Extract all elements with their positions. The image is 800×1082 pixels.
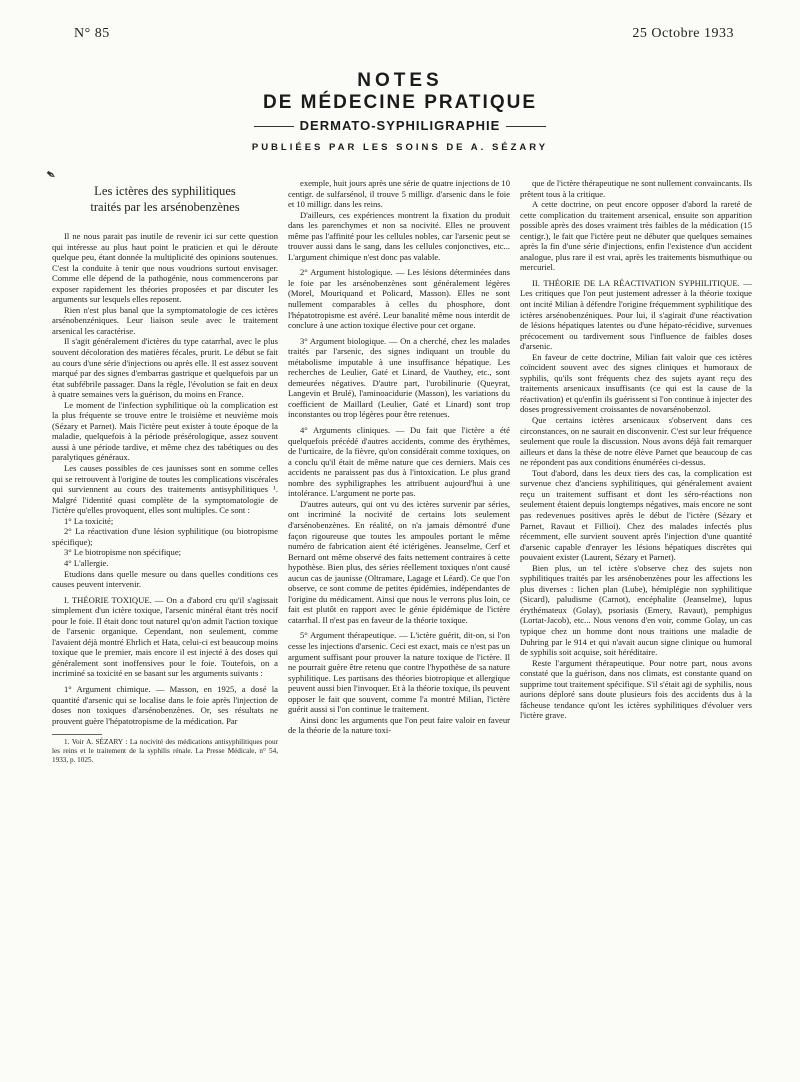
- paragraph: D'autres auteurs, qui ont vu des ictères survenir par séries, ont incriminé la nocivité de certains lots seulement d'arsénobenzènes. En réalité, on n'a jamais démontré d'une façon rigoureuse que toutes les ampoules portant le même numéro de fabrication aient été ictérigènes. Jeanselme, Cerf et Bernard ont même observé des faits nettement contraires à cette hypothèse. Bien plus, des séries réellement toxiques n'ont causé aucun cas de jaunisse (Oltramare, Lagage et Léard). Ce que l'on observe, ce sont comme de petites épidémies, indépendantes de l'origine du médicament. Ainsi que nous le verrons plus loin, ce fait est plutôt en rapport avec le génie épidémique de l'ictère catarrhal. Il n'est pas en faveur de la théorie toxique.: [288, 498, 510, 625]
- paragraph: D'ailleurs, ces expériences montrent la fixation du produit dans les parenchymes et non sa nocivité. Elles ne prouvent même pas l'affinité pour les cellules nobles, car l'arsenic peut se trouver aussi dans le sang, dans les cellules conjonctives, etc... L'argument chimique n'est donc pas valable.: [288, 209, 510, 262]
- paragraph: Il ne nous parait pas inutile de revenir ici sur cette question qui intéresse au plus haut point le praticien et qui le déroute quelque peu, étant donnée la multiplicité des opinions soutenues. C'est la conduite à tenir que nous voudrions surtout envisager. Comme elle dépend de la pathogénie, nous commencerons par exposer rapidement les théories proposées et par discuter les arguments sur lesquels elles reposent.: [52, 231, 278, 305]
- pen-icon: ✒: [42, 165, 60, 184]
- paragraph: 1° La toxicité;: [64, 515, 114, 526]
- column-3-body: [520, 178, 752, 721]
- paragraph: Le moment de l'infection syphilitique où la complication est la plus fréquente se trouve entre le troisième et neuvième mois (Sézary et Parnet). Mais l'ictère peut exister à toute époque de la maladie, quelquefois à la période présérologique, assez souvent aussi à une période tardive, et même chez des tabétiques ou des paralytiques généraux.: [52, 399, 278, 463]
- article-title-line2: traités par les arsénobenzènes: [90, 199, 240, 214]
- paragraph: Etudions dans quelle mesure ou dans quelles conditions ces causes peuvent intervenir.: [52, 568, 278, 590]
- column-3: [520, 178, 752, 721]
- right-rule: [506, 126, 546, 127]
- paragraph: Bien plus, un tel ictère s'observe chez des sujets non syphilitiques traités par les arsénobenzènes pour les affections les plus diverses : lichen plan (Lube), hémiplégie non syphilitique (Sicard), paludisme (Carnot), encéphalite (Jeanselme), lupus érythémateux (Golay), psoriasis (Emery, Ravaut), pemphigus (Lortat-Jacob), etc... Nous venons d'en voir, comme Golay, un cas typique chez un homme dont nous traitions une maladie de Duhring par le 914 et qui n'avait aucun signe clinique ou humoral de syphilis soit acquise, soit héréditaire.: [520, 562, 752, 658]
- paragraph: Que certains ictères arsenicaux s'observent dans ces circonstances, on ne saurait en disconvenir. C'est sur leur fréquence seulement que roule la discussion. Nous avons déjà fait remarquer ailleurs et dans la thèse de notre élève Parnet que beaucoup de cas ne répondent pas aux conditions énumérées ci-dessus.: [520, 415, 752, 468]
- paragraph: En faveur de cette doctrine, Milian fait valoir que ces ictères coïncident souvent avec des signes cliniques et humoraux de syphilis, qu'ils sont fréquents chez des sujets ayant reçu des traitements arsenicaux insuffisants (ce qui est la cause de la réactivation) et qu'enfin ils guérissent si l'on continue à injecter des doses progressivement croissantes de novarsénobenzol.: [520, 351, 752, 415]
- paragraph: 2° Argument histologique. — Les lésions déterminées dans le foie par les arsénobenzènes sont généralement légères (Morel, Mouriquand et Policard, Masson). Elles ne sont nullement comparables à celles du phosphore, dont l'hépatotropisme est avéré. Leur banalité même nous interdit de conclure à une action toxique élective pour cet organe.: [288, 267, 510, 331]
- issue-date: 25 Octobre 1933: [632, 26, 734, 41]
- paragraph: Ainsi donc les arguments que l'on peut faire valoir en faveur de la théorie de la nature toxi-: [288, 714, 510, 736]
- paragraph: 4° L'allergie.: [64, 557, 109, 568]
- column-2-body: [288, 178, 510, 736]
- masthead-title-line2: DE MÉDECINE PRATIQUE: [262, 92, 537, 113]
- paragraph: Rien n'est plus banal que la symptomatologie de ces ictères arsénobenzéniques. Leur liaison seule avec le traitement arsenical les caractérise.: [52, 304, 278, 336]
- left-rule: [254, 126, 294, 127]
- paragraph: II. THÉORIE DE LA RÉACTIVATION SYPHILITIQUE. — Les critiques que l'on peut justement adresser à la théorie toxique ont incité Milian à défendre l'origine fréquemment syphilitique des ictères arsénobenzéniques. Pour lui, il s'agirait d'une réactivation de lésions hépatiques latentes ou d'une hépato-récidive, survenues précocement ou tardivement sous l'influence de faibles doses d'arsenic.: [520, 277, 752, 352]
- footnote: 1. Voir A. SÉZARY : La nocivité des médications antisyphilitiques pour les reins et le traitement de la syphilis rénale. La Presse Médicale, n° 54, 1933, p. 1025.: [52, 738, 278, 765]
- column-1: [42, 165, 278, 765]
- paragraph: 2° La réactivation d'une lésion syphilitique (ou biotropisme spécifique);: [52, 526, 278, 547]
- paragraph: que de l'ictère thérapeutique ne sont nullement convaincants. Ils prêtent tous à la critique.: [520, 178, 752, 199]
- issue-number: N° 85: [74, 26, 110, 41]
- paragraph: 3° Argument biologique. — On a cherché, chez les malades traités par l'arsenic, des signes indiquant un trouble du métabolisme imputable à une insuffisance hépatique. Les recherches de Leulier, Gaté et Linard, de Vauthey, etc., sont demeurées négatives. D'autre part, l'urobilinurie (Queyrat, Langevin et Brulé), l'aminoacidurie (Masson), les variations du coefficient de Maillard (Leulier, Gaté et Linard) sont trop inconstantes ou trop légères pour être retenues.: [288, 335, 510, 420]
- paragraph: Reste l'argument thérapeutique. Pour notre part, nous avons constaté que la guérison, dans nos climats, est constante quand on supprime tout traitement spécifique. S'il s'était agi de syphilis, nous aurions déploré sans doute plusieurs fois des accidents dus à la fâcheuse tendance qu'ont les ictères syphilitiques d'évoluer vers l'ictère grave.: [520, 657, 752, 721]
- paragraph: Il s'agit généralement d'ictères du type catarrhal, avec le plus souvent décoloration des matières fécales, prurit. Le début se fait au cours d'une série d'injections ou après elle. Il est assez souvent marqué par des signes d'embarras gastrique et quelquefois par un état subfébrile passager. Dans la règle, l'évolution se fait en deux à quatre semaines vers la guérison, du moins en France.: [52, 336, 278, 400]
- paragraph: exemple, huit jours après une série de quatre injections de 10 centigr. de sulfarsénol, il trouve 5 milligr. d'arsenic dans le foie et 10 milligr. dans les reins.: [288, 178, 510, 210]
- paragraph: 5° Argument thérapeutique. — L'ictère guérit, dit-on, si l'on cesse les injections d'arsenic. Ceci est exact, mais ce n'est pas un argument suffisant pour prouver la nature toxique de l'ictère. Il ne pourrait guère être retenu que contre l'hypothèse de sa nature syphilitique. Les partisans des théories biotropique et allergique peuvent aussi bien l'invoquer. Et à la théorie toxique, ils peuvent opposer le fait que souvent, comme l'a montré Milian, l'ictère guérit aussi si l'on continue le traitement.: [288, 630, 510, 715]
- paragraph: A cette doctrine, on peut encore opposer d'abord la rareté de cette complication du traitement arsenical, ensuite son apparition possible après des doses vraiment très faibles de la médication (15 centigr.), le fait que l'ictère peut ne débuter que quelques semaines après la fin d'une série d'injections, enfin l'existence d'un accident analogue, plus rare il est vrai, après les traitements bismuthique ou mercuriel.: [520, 199, 752, 273]
- paragraph: Les causes possibles de ces jaunisses sont en somme celles qui se retrouvent à l'origine de toutes les complications viscérales qui surviennent au cours des traitements antisyphilitiques ¹. Malgré l'identité quasi complète de la symptomatologie de l'ictère qu'elles provoquent, elles sont multiples. Ce sont :: [52, 463, 278, 516]
- masthead-section: [0, 118, 800, 133]
- masthead-editor: PUBLIÉES PAR LES SOINS DE A. SÉZARY: [251, 142, 549, 153]
- paragraph: 3° Le biotropisme non spécifique;: [64, 547, 182, 558]
- footnote-rule: [52, 734, 102, 735]
- paragraph: 1° Argument chimique. — Masson, en 1925, a dosé la quantité d'arsenic qui se localise dans le foie après l'injection de doses non toxiques d'arsénobenzènes. Or, ses résultats ne prouvent guère l'hépatotropisme de la médication. Par: [52, 683, 278, 726]
- article-title-line1: Les ictères des syphilitiques: [94, 184, 236, 198]
- paragraph: I. THÉORIE TOXIQUE. — On a d'abord cru qu'il s'agissait simplement d'un ictère toxique, l'arsenic minéral étant très nocif pour le foie. Il était donc tout naturel qu'on admit l'action toxique de l'arsenic organique. Cependant, non seulement, comme l'avaient déjà montré Ehrlich et Hata, celui-ci est beaucoup moins toxique que le premier, mais encore il est injecté à des doses qui généralement sont inoffensives pour le foie. Toutefois, on a incriminé sa toxicité en se basant sur les arguments suivants :: [52, 594, 278, 679]
- column-2: [288, 178, 510, 736]
- column-1-body: [52, 231, 278, 726]
- section-label: DERMATO-SYPHILIGRAPHIE: [299, 118, 501, 133]
- masthead-title-line1: NOTES: [357, 70, 443, 91]
- paragraph: Tout d'abord, dans les deux tiers des cas, la complication est survenue chez d'anciens syphilitiques, qui généralement avaient reçu un traitement suffisant et dont les séro-réactions non seulement étaient depuis longtemps négatives, mais encore ne sont pas redevenues positives après le début de l'ictère (Sézary et Parnet, Ravaut et Fillioi). Chez des malades infectés plus récemment, elle survient souvent après l'injection d'une quantité d'arsenic capable d'enrayer les lésions hépatiques discrètes qui pouvaient exister (Laurent, Sézary et Parnet).: [520, 467, 752, 563]
- paragraph: 4° Arguments cliniques. — Du fait que l'ictère a été quelquefois précédé d'autres accidents, comme des érythèmes, de l'urticaire, de la fièvre, qu'on considérait comme toxiques, on a conclu qu'il était de même nature que ces derniers. Mais ces accidents ne paraissent pas dus à l'intoxication. Le plus grand nombre des syphiligraphes les attribuent aujourd'hui à une intolérance. L'argument ne porte pas.: [288, 425, 510, 499]
- article-title: [52, 184, 278, 215]
